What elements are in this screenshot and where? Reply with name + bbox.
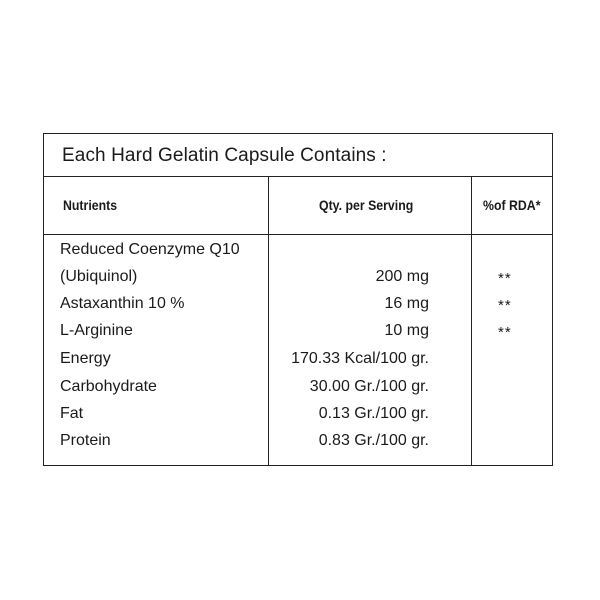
nutrient-rda: ** <box>498 297 512 314</box>
nutrient-name: Protein <box>60 432 111 449</box>
nutrient-qty: 170.33 Kcal/100 gr. <box>291 350 429 367</box>
nutrient-name: Astaxanthin 10 % <box>60 295 185 312</box>
nutrient-qty: 0.13 Gr./100 gr. <box>318 405 429 422</box>
header-rda: %of RDA* <box>483 197 541 213</box>
header-row <box>44 177 552 235</box>
table-row <box>44 375 552 402</box>
table-row <box>44 347 552 374</box>
table-row <box>44 238 552 265</box>
nutrient-qty: 0.83 Gr./100 gr. <box>318 432 429 449</box>
nutrient-name: L-Arginine <box>60 322 133 339</box>
header-qty-per-serving: Qty. per Serving <box>319 197 414 213</box>
nutrient-rda: ** <box>498 324 512 341</box>
table-row <box>44 319 552 346</box>
table-row <box>44 265 552 292</box>
nutrient-name: Energy <box>60 350 111 367</box>
nutrient-name: (Ubiquinol) <box>60 268 138 285</box>
nutrient-qty: 30.00 Gr./100 gr. <box>309 378 429 395</box>
table-row <box>44 429 552 456</box>
nutrient-qty: 16 mg <box>384 295 429 312</box>
table-row <box>44 292 552 319</box>
nutrient-name: Reduced Coenzyme Q10 <box>60 241 240 258</box>
nutrient-qty: 200 mg <box>375 268 429 285</box>
table-title: Each Hard Gelatin Capsule Contains : <box>62 145 387 166</box>
nutrient-name: Fat <box>60 405 84 422</box>
table-row <box>44 402 552 429</box>
nutrient-qty: 10 mg <box>384 322 429 339</box>
title-row <box>44 134 552 177</box>
nutrient-rda: ** <box>498 270 512 287</box>
header-nutrients: Nutrients <box>63 197 118 213</box>
nutrient-name: Carbohydrate <box>60 378 157 395</box>
nutrition-table <box>43 133 553 466</box>
